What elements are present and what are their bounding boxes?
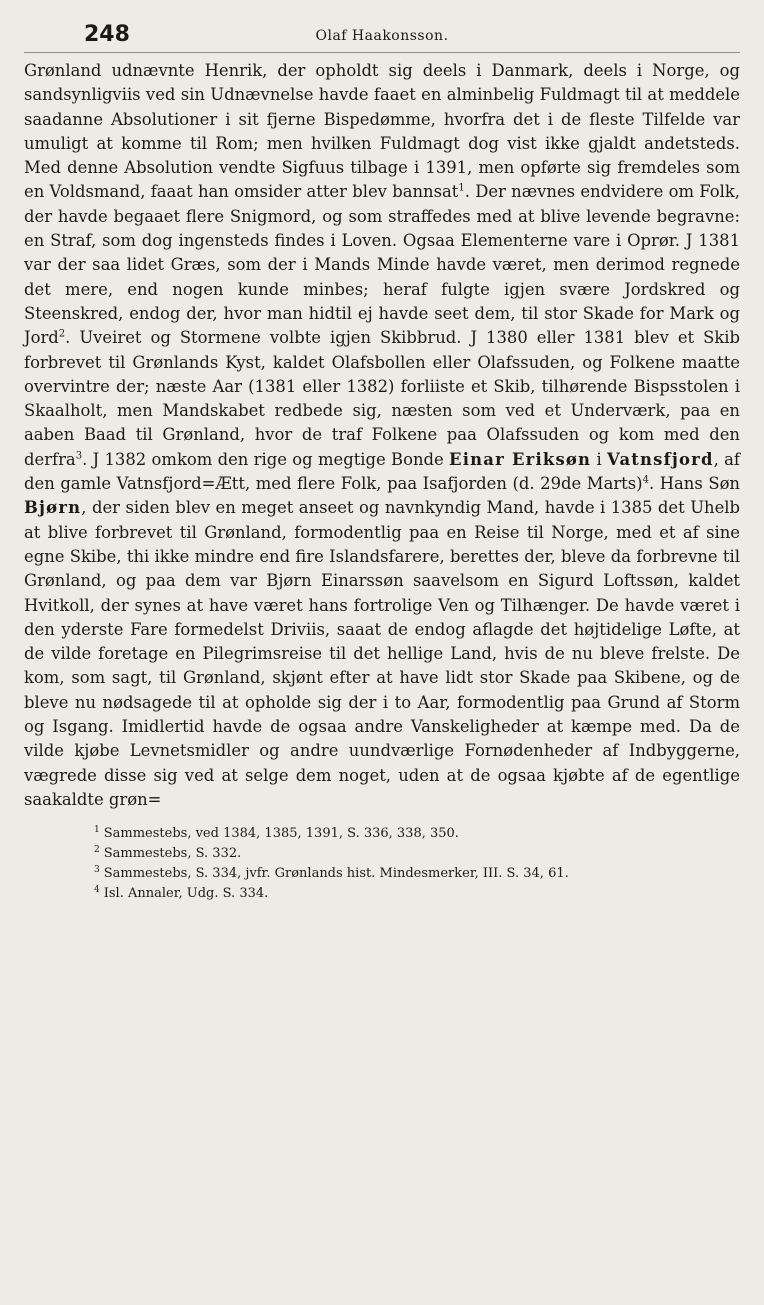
text-run: . Der nævnes endvidere om Folk, der havde begaaet flere Snigmord, og som straffedes med at blive levende begravne: en Straf, som dog ingensteds findes i Loven. Ogsaa Elementerne vare i Oprør. J 1381 var der saa lidet Græs, som der i Mands Minde havde været, men derimod regnede det mere, end nogen kunde minbes; heraf fulgte igjen svære Jordskred og Steenskred, endog der, hvor man hidtil ej havde seet dem, til stor Skade for Mark og Jord: [24, 182, 740, 348]
text-run: . J 1382 omkom den rige og megtige Bonde: [82, 449, 444, 469]
footnote-ref: 3: [75, 450, 83, 462]
running-head: [24, 20, 740, 53]
footnote-ref: 2: [58, 328, 66, 340]
footnote-mark: 1: [94, 824, 100, 835]
footnote-text: Sammestebs, S. 334, jvfr. Grønlands hist. Mindesmerker, III. S. 34, 61.: [103, 866, 569, 882]
person-name: Einar Eriksøn: [449, 449, 592, 469]
footnote-text: Sammestebs, ved 1384, 1385, 1391, S. 336, 338, 350.: [103, 826, 459, 842]
footnote: [94, 824, 740, 844]
footnote-mark: 3: [94, 864, 100, 875]
footnote-mark: 4: [94, 884, 100, 895]
text-run: . Uveiret og Stormene volbte igjen Skibbrud. J 1380 eller 1381 blev et Skib forbrevet til Grønlands Kyst, kaldet Olafsbollen eller Olafssuden, og Folkene maatte overvintre der; næste Aar (1381 eller 1382) forliiste et Skib, tilhørende Bispsstolen i Skaalholt, men Mandskabet redbede sig, næsten som ved et Underværk, paa en aaben Baad til Grønland, hvor de traf Folkene paa Olafssuden og kom med den derfra: [24, 328, 740, 469]
place-name: Vatnsfjord: [607, 449, 714, 469]
text-run: i: [596, 449, 602, 469]
footnote-ref: 1: [458, 183, 465, 195]
footnote-mark: 2: [94, 844, 100, 855]
running-title: Olaf Haakonsson.: [315, 28, 449, 44]
person-name: Bjørn: [24, 498, 82, 518]
text-run: . Hans Søn: [648, 474, 740, 494]
body-paragraph: [24, 59, 740, 812]
footnote: [94, 884, 740, 904]
footnote: [94, 844, 740, 864]
footnotes: [24, 824, 740, 904]
page-number: 248: [84, 22, 130, 47]
text-run: , af den gamle Vatnsfjord=Ætt, med flere Folk, paa Isafjorden (d. 29de Marts): [24, 449, 740, 494]
footnote-text: Sammestebs, S. 332.: [103, 846, 242, 862]
footnote-text: Isl. Annaler, Udg. S. 334.: [103, 886, 269, 902]
footnote-ref: 4: [642, 474, 649, 486]
text-run: Grønland udnævnte Henrik, der opholdt sig deels i Danmark, deels i Norge, og sandsynligviis ved sin Udnævnelse havde faaet en alminbelig Fuldmagt til at meddele saadanne Absolutioner i sit fjerne Bispedømme, hvorfra det i de fleste Tilfelde var umuligt at komme til Rom; men hvilken Fuldmagt dog vist ikke gjaldt andetsteds. Med denne Absolution vendte Sigfuus tilbage i 1391, men opførte sig fremdeles som en Voldsmand, faaat han omsider atter blev bannsat: [24, 61, 740, 202]
footnote: [94, 864, 740, 884]
text-run: , der siden blev en meget anseet og navnkyndig Mand, havde i 1385 det Uhelb at blive forbrevet til Grønland, formodentlig paa en Reise til Norge, med et af sine egne Skibe, thi ikke mindre end fire Islandsfarere, berettes der, bleve da forbrevne til Grønland, og paa dem var Bjørn Einarssøn saavelsom en Sigurd Loftssøn, kaldet Hvitkoll, der synes at have været hans fortrolige Ven og Tilhænger. De havde været i den yderste Fare formedelst Driviis, saaat de endog aflagde det højtidelige Løfte, at de vilde foretage en Pilegrimsreise til det hellige Land, hvis de nu bleve frelste. De kom, som sagt, til Grønland, skjønt efter at have lidt stor Skade paa Skibene, og de bleve nu nødsagede til at opholde sig der i to Aar, formodentlig paa Grund af Storm og Isgang. Imidlertid havde de ogsaa andre Vanskeligheder at kæmpe med. Da de vilde kjøbe Levnetsmidler og andre uundværlige Fornødenheder af Indbyggerne, vægrede disse sig ved at selge dem noget, uden at de ogsaa kjøbte af de egentlige saakaldte grøn=: [24, 498, 740, 809]
